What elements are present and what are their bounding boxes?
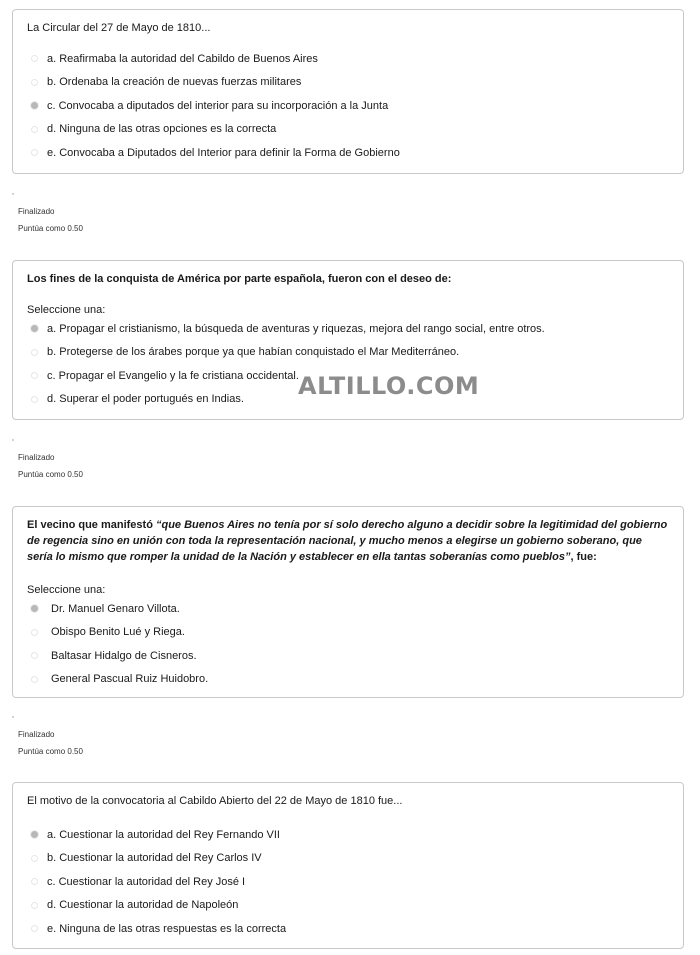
answer-options	[27, 823, 669, 941]
select-prompt: Seleccione una:	[27, 304, 106, 316]
option-label: d. Cuestionar la autoridad de Napoleón	[47, 899, 239, 912]
question-quote: “que Buenos Aires no tenía por sí solo derecho alguno a decidir sobre la legitimidad del gobierno de regencia sino en unión con toda la representación nacional, y mucho menos a elegirse un gobierno soberano, que sería lo mismo que romper la unidad de la Nación y establecer en ella tantas soberanías como pueblos”	[27, 519, 668, 563]
radio-icon[interactable]	[31, 126, 38, 133]
question-text	[27, 517, 669, 565]
radio-icon[interactable]	[31, 652, 38, 659]
question-state: Finalizado	[18, 730, 55, 739]
answer-option-c[interactable]	[27, 94, 669, 118]
option-label: b. Protegerse de los árabes porque ya que habían conquistado el Mar Mediterráneo.	[47, 346, 460, 359]
watermark: ALTILLO.COM	[298, 372, 480, 400]
answer-option-4[interactable]	[27, 668, 669, 692]
question-text: Los fines de la conquista de América por parte española, fueron con el deseo de:	[27, 273, 452, 285]
option-label: e. Convocaba a Diputados del Interior para definir la Forma de Gobierno	[47, 146, 400, 159]
answer-option-b[interactable]	[27, 847, 669, 871]
separator-dot	[12, 439, 14, 441]
question-state: Finalizado	[18, 453, 55, 462]
question-text-intro: El vecino que manifestó	[27, 519, 156, 531]
question-text-outro: , fue:	[570, 551, 597, 563]
answer-option-b[interactable]	[27, 71, 669, 95]
radio-checked-icon[interactable]	[31, 605, 38, 612]
option-label: Dr. Manuel Genaro Villota.	[51, 602, 180, 615]
option-label: c. Propagar el Evangelio y la fe cristiana occidental.	[47, 369, 299, 382]
radio-checked-icon[interactable]	[31, 325, 38, 332]
radio-icon[interactable]	[31, 55, 38, 62]
separator-dot	[12, 193, 14, 195]
answer-option-2[interactable]	[27, 621, 669, 645]
question-text: El motivo de la convocatoria al Cabildo Abierto del 22 de Mayo de 1810 fue...	[27, 795, 403, 807]
select-prompt: Seleccione una:	[27, 584, 106, 596]
question-state: Finalizado	[18, 207, 55, 216]
question-card-4	[12, 782, 684, 949]
option-label: b. Cuestionar la autoridad del Rey Carlos IV	[47, 852, 262, 865]
answer-option-1[interactable]	[27, 597, 669, 621]
question-card-1	[12, 9, 684, 174]
radio-icon[interactable]	[31, 629, 38, 636]
answer-option-d[interactable]	[27, 118, 669, 142]
question-score: Puntúa como 0.50	[18, 224, 83, 233]
question-score: Puntúa como 0.50	[18, 747, 83, 756]
option-label: d. Ninguna de las otras opciones es la correcta	[47, 123, 277, 136]
option-label: c. Cuestionar la autoridad del Rey José I	[47, 875, 246, 888]
radio-icon[interactable]	[31, 855, 38, 862]
radio-icon[interactable]	[31, 396, 38, 403]
option-label: Baltasar Hidalgo de Cisneros.	[51, 649, 197, 662]
option-label: e. Ninguna de las otras respuestas es la correcta	[47, 922, 287, 935]
option-label: a. Propagar el cristianismo, la búsqueda de aventuras y riquezas, mejora del rango social, entre otros.	[47, 322, 545, 335]
answer-option-a[interactable]	[27, 823, 669, 847]
option-label: c. Convocaba a diputados del interior para su incorporación a la Junta	[47, 99, 389, 112]
answer-option-a[interactable]	[27, 47, 669, 71]
answer-option-d[interactable]	[27, 894, 669, 918]
radio-icon[interactable]	[31, 79, 38, 86]
radio-checked-icon[interactable]	[31, 102, 38, 109]
answer-options	[27, 47, 669, 165]
answer-option-a[interactable]	[27, 317, 669, 341]
radio-icon[interactable]	[31, 349, 38, 356]
option-label: b. Ordenaba la creación de nuevas fuerzas militares	[47, 76, 302, 89]
question-text: La Circular del 27 de Mayo de 1810...	[27, 22, 211, 34]
answer-option-e[interactable]	[27, 141, 669, 165]
radio-checked-icon[interactable]	[31, 831, 38, 838]
radio-icon[interactable]	[31, 878, 38, 885]
answer-options	[27, 597, 669, 691]
answer-option-c[interactable]	[27, 870, 669, 894]
separator-dot	[12, 716, 14, 718]
option-label: d. Superar el poder portugués en Indias.	[47, 393, 244, 406]
question-card-3	[12, 506, 684, 698]
radio-icon[interactable]	[31, 149, 38, 156]
option-label: a. Cuestionar la autoridad del Rey Fernando VII	[47, 828, 280, 841]
radio-icon[interactable]	[31, 902, 38, 909]
answer-option-3[interactable]	[27, 644, 669, 668]
radio-icon[interactable]	[31, 372, 38, 379]
radio-icon[interactable]	[31, 676, 38, 683]
option-label: Obispo Benito Lué y Riega.	[51, 626, 185, 639]
answer-option-b[interactable]	[27, 341, 669, 365]
radio-icon[interactable]	[31, 925, 38, 932]
question-score: Puntúa como 0.50	[18, 470, 83, 479]
option-label: General Pascual Ruiz Huidobro.	[51, 673, 209, 686]
answer-option-e[interactable]	[27, 917, 669, 941]
option-label: a. Reafirmaba la autoridad del Cabildo de Buenos Aires	[47, 52, 318, 65]
